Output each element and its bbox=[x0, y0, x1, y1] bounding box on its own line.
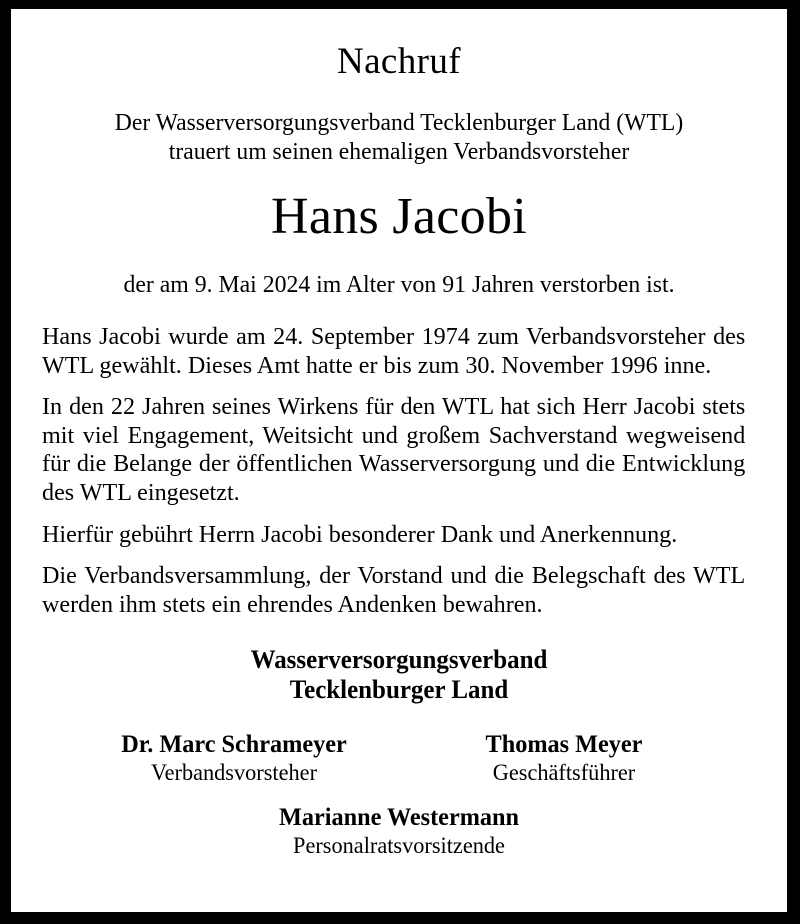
lead-line: der am 9. Mai 2024 im Alter von 91 Jahren verstorben ist. bbox=[123, 271, 675, 298]
subtitle-block bbox=[54, 108, 743, 166]
signatory-role: Verbandsvorsteher bbox=[150, 760, 318, 786]
notice-content-area bbox=[11, 9, 787, 912]
signatory-role: Geschäftsführer bbox=[492, 760, 636, 786]
signatory-name: Dr. Marc Schrameyer bbox=[121, 731, 347, 759]
signatory-role: Personalratsvorsitzende bbox=[293, 833, 505, 859]
deceased-name: Hans Jacobi bbox=[270, 188, 527, 245]
paragraph-2: In den 22 Jahren seines Wirkens für den WTL hat sich Herr Jacobi stets mit viel Engagement, Weitsicht und großem Sachverstand wegweisend für die Belange der öffentlichen Wasserversorgung und die Entwicklung des WTL eingesetzt. bbox=[42, 393, 746, 506]
signatory-name: Marianne Westermann bbox=[278, 804, 520, 832]
signatory-row-top bbox=[42, 730, 756, 787]
page-title: Nachruf bbox=[336, 41, 461, 82]
signatory-westermann bbox=[42, 803, 756, 860]
signatory-schrameyer bbox=[69, 730, 399, 787]
signatory-meyer bbox=[399, 730, 729, 787]
signatory-name: Thomas Meyer bbox=[485, 731, 643, 759]
body-copy bbox=[42, 323, 756, 619]
signatory-row-bottom bbox=[42, 787, 756, 860]
organization-block bbox=[56, 645, 741, 705]
paragraph-4: Die Verbandsversammlung, der Vorstand und die Belegschaft des WTL werden ihm stets ein ehrendes Andenken bewahren. bbox=[42, 562, 746, 618]
subtitle-line-1: Der Wasserversorgungsverband Tecklenburger Land (WTL) bbox=[114, 109, 684, 136]
organization-line-2: Tecklenburger Land bbox=[289, 675, 509, 705]
organization-line-1: Wasserversorgungsverband bbox=[250, 645, 548, 675]
subtitle-line-2: trauert um seinen ehemaligen Verbandsvorsteher bbox=[168, 138, 630, 165]
signatories-block bbox=[42, 730, 756, 860]
paragraph-3: Hierfür gebührt Herrn Jacobi besonderer Dank und Anerkennung. bbox=[42, 520, 678, 548]
paragraph-1: Hans Jacobi wurde am 24. September 1974 zum Verbandsvorsteher des WTL gewählt. Dieses Amt hatte er bis zum 30. November 1996 inne. bbox=[42, 323, 746, 379]
